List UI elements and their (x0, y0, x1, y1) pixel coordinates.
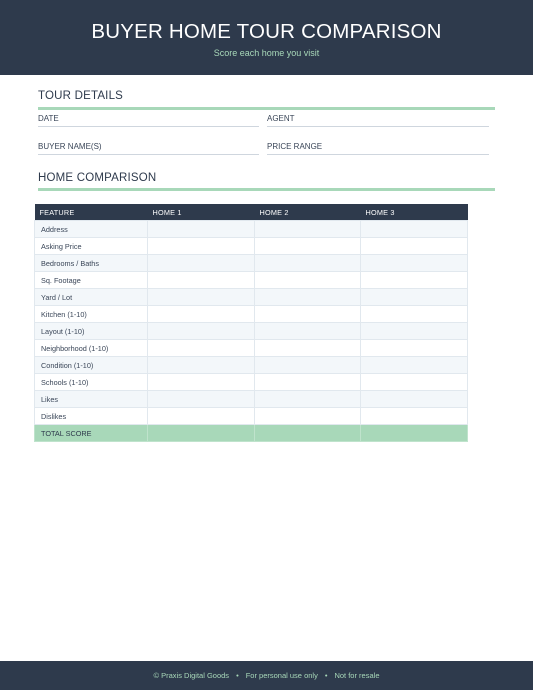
total-score-row (35, 425, 468, 442)
home-3-cell[interactable] (361, 357, 468, 374)
home-3-cell[interactable] (361, 289, 468, 306)
footer-personal-use: For personal use only (245, 671, 318, 680)
home-2-cell[interactable] (255, 340, 361, 357)
table-header-row (35, 204, 468, 221)
feature-label: Layout (1-10) (35, 323, 148, 340)
home-2-cell[interactable] (255, 374, 361, 391)
home-3-cell[interactable] (361, 374, 468, 391)
table-row (35, 408, 468, 425)
home-2-cell[interactable] (255, 272, 361, 289)
home-3-cell[interactable] (361, 238, 468, 255)
price-range-field[interactable]: PRICE RANGE (267, 142, 489, 155)
feature-label: Bedrooms / Baths (35, 255, 148, 272)
home-3-cell[interactable] (361, 272, 468, 289)
home-1-cell[interactable] (148, 255, 255, 272)
home-1-cell[interactable] (148, 391, 255, 408)
home-3-cell[interactable] (361, 221, 468, 238)
table-row (35, 391, 468, 408)
feature-label: Asking Price (35, 238, 148, 255)
page-header (0, 0, 533, 75)
feature-label: Kitchen (1-10) (35, 306, 148, 323)
home-2-cell[interactable] (255, 238, 361, 255)
feature-label: Sq. Footage (35, 272, 148, 289)
page-footer (0, 661, 533, 690)
home-2-cell[interactable] (255, 255, 361, 272)
home-1-cell[interactable] (148, 289, 255, 306)
home-comparison-rule (38, 188, 495, 191)
home-1-cell[interactable] (148, 323, 255, 340)
feature-label: Neighborhood (1-10) (35, 340, 148, 357)
table-row (35, 221, 468, 238)
comparison-table (34, 204, 468, 442)
page-subtitle: Score each home you visit (213, 48, 320, 58)
table-row (35, 238, 468, 255)
footer-separator: • (236, 671, 239, 680)
feature-label: Yard / Lot (35, 289, 148, 306)
footer-separator: • (324, 671, 328, 680)
feature-label: Schools (1-10) (35, 374, 148, 391)
table-row (35, 306, 468, 323)
table-row (35, 272, 468, 289)
home-1-cell[interactable] (148, 272, 255, 289)
tour-details-heading: TOUR DETAILS (38, 90, 124, 102)
home-1-cell[interactable] (148, 238, 255, 255)
home-1-cell[interactable] (148, 340, 255, 357)
home-1-cell[interactable] (148, 357, 255, 374)
buyer-names-field[interactable]: BUYER NAME(S) (38, 142, 259, 155)
home-3-cell[interactable] (361, 391, 468, 408)
home-3-cell[interactable] (361, 306, 468, 323)
column-header-home-2: HOME 2 (255, 204, 361, 221)
feature-label: Address (35, 221, 148, 238)
feature-label: Likes (35, 391, 148, 408)
column-header-home-3: HOME 3 (361, 204, 468, 221)
home-1-total-cell[interactable] (148, 425, 255, 442)
column-header-home-1: HOME 1 (148, 204, 255, 221)
home-3-cell[interactable] (361, 255, 468, 272)
home-1-cell[interactable] (148, 374, 255, 391)
home-2-cell[interactable] (255, 221, 361, 238)
footer-not-for-resale: Not for resale (334, 671, 380, 680)
table-row (35, 357, 468, 374)
home-2-total-cell[interactable] (255, 425, 361, 442)
table-row (35, 340, 468, 357)
comparison-table-body (35, 221, 468, 442)
home-comparison-heading: HOME COMPARISON (38, 172, 157, 184)
home-3-cell[interactable] (361, 340, 468, 357)
table-row (35, 255, 468, 272)
home-1-cell[interactable] (148, 221, 255, 238)
home-2-cell[interactable] (255, 357, 361, 374)
agent-field[interactable]: AGENT (267, 114, 489, 127)
feature-label: Dislikes (35, 408, 148, 425)
table-row (35, 323, 468, 340)
page-title: BUYER HOME TOUR COMPARISON (91, 20, 442, 43)
home-2-cell[interactable] (255, 323, 361, 340)
home-3-total-cell[interactable] (361, 425, 468, 442)
home-2-cell[interactable] (255, 408, 361, 425)
date-field[interactable]: DATE (38, 114, 259, 127)
feature-label: Condition (1-10) (35, 357, 148, 374)
home-2-cell[interactable] (255, 306, 361, 323)
home-1-cell[interactable] (148, 408, 255, 425)
home-3-cell[interactable] (361, 323, 468, 340)
home-2-cell[interactable] (255, 391, 361, 408)
home-3-cell[interactable] (361, 408, 468, 425)
table-row (35, 374, 468, 391)
footer-copyright: © Praxis Digital Goods (153, 671, 230, 680)
tour-details-rule (38, 107, 495, 110)
home-2-cell[interactable] (255, 289, 361, 306)
total-score-label: TOTAL SCORE (35, 425, 148, 442)
column-header-feature: FEATURE (35, 204, 148, 221)
home-1-cell[interactable] (148, 306, 255, 323)
table-row (35, 289, 468, 306)
